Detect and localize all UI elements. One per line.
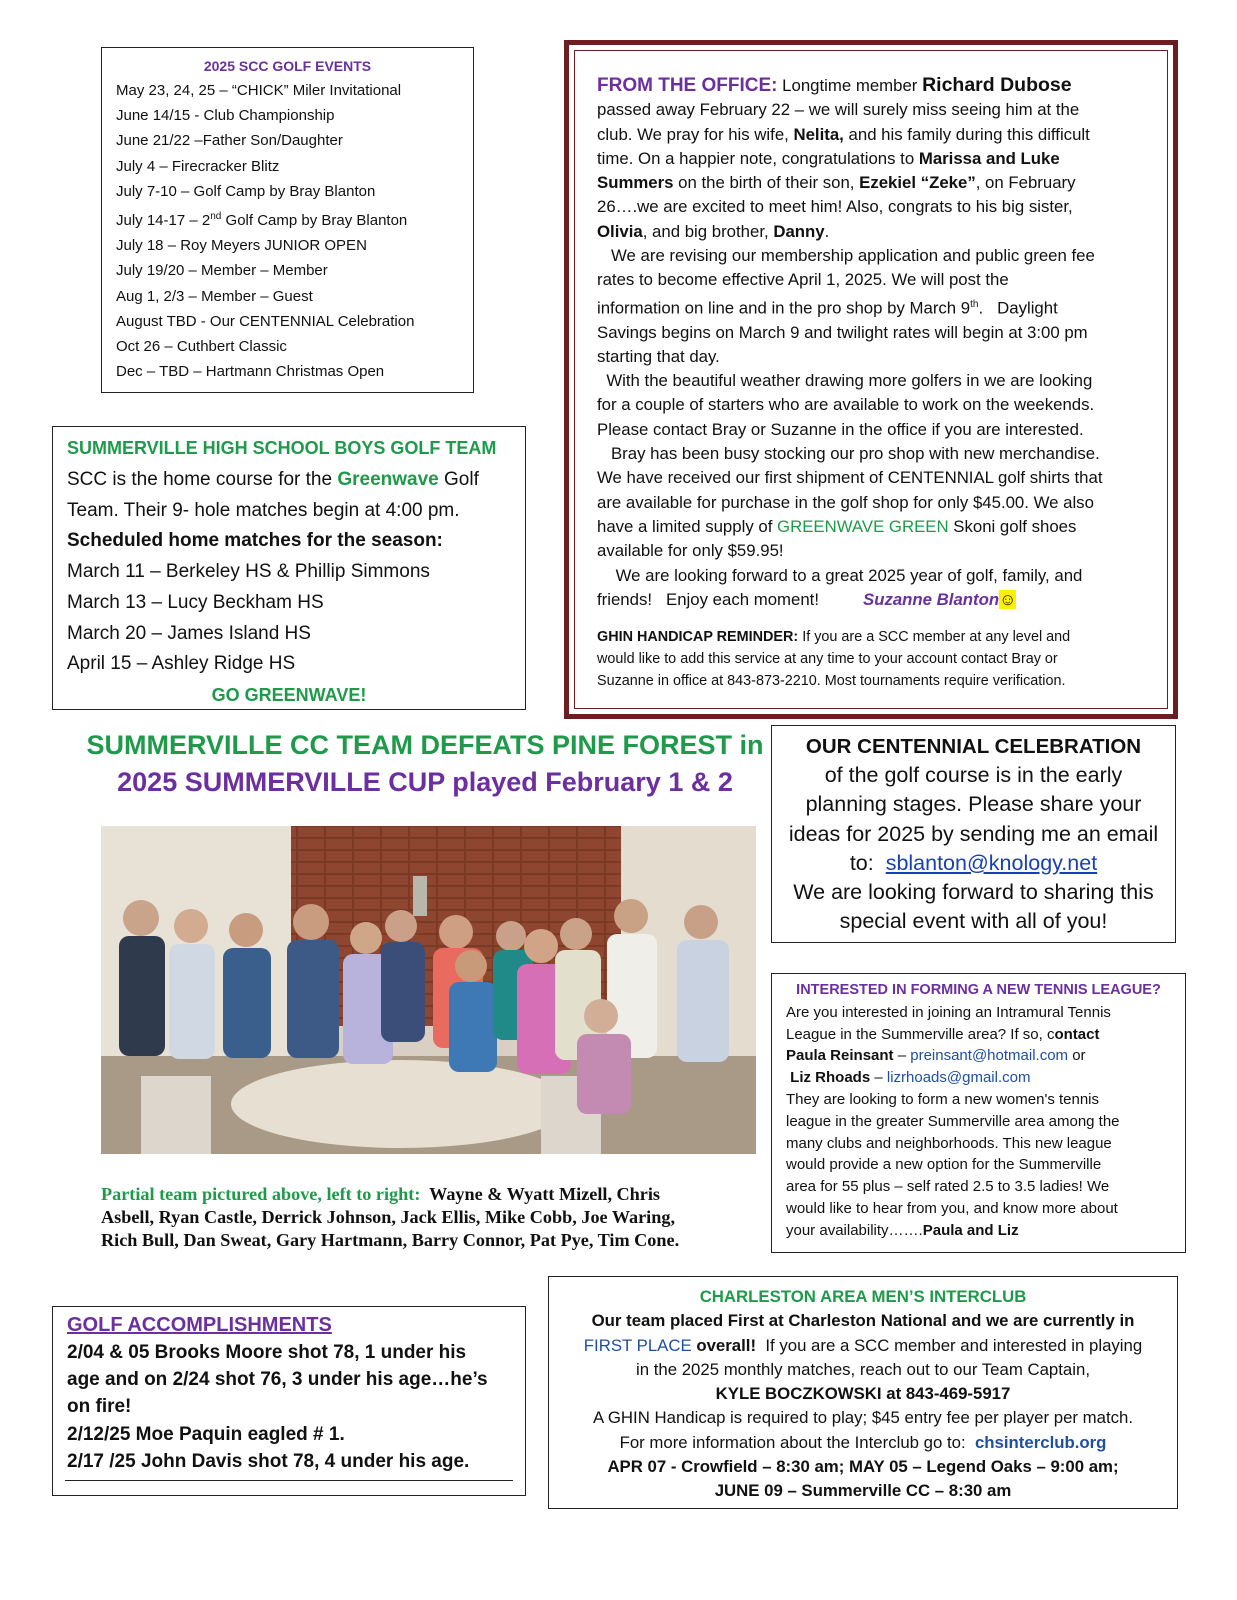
centennial-celebration-box [771,725,1176,943]
interclub-title: CHARLESTON AREA MEN’S INTERCLUB [699,1287,1027,1306]
office-line [597,73,1147,98]
signature: Suzanne Blanton [863,589,1000,609]
event-item: Dec – TBD – Hartmann Christmas Open [116,363,385,381]
team-photo-image [101,826,756,1154]
centennial-text [778,849,1169,878]
text-run: Skoni golf shoes [948,516,1077,536]
centennial-text: ideas for 2025 by sending me an email [788,821,1159,846]
caption-line [101,1183,751,1206]
bold-text: Paula and Liz [922,1221,1019,1239]
golf-events-box [101,47,474,393]
ghin-line: would like to add this service at any time to your account contact Bray or [597,651,1058,668]
tennis-text: They are looking to form a new women's tennis [786,1090,1100,1108]
centennial-text: We are looking forward to sharing this [793,880,1154,905]
event-item: July 7-10 – Golf Camp by Bray Blanton [116,182,376,200]
interclub-link[interactable]: chsinterclub.org [974,1432,1107,1452]
text-run: your availability……. [786,1221,923,1239]
office-line: Bray has been busy stocking our pro shop with new merchandise. [597,444,1100,464]
contact-name: Paula Reinsant [786,1047,894,1065]
office-line: are available for purchase in the golf shop for only $45.00. We also [597,492,1094,512]
accomplishment-line: on fire! [67,1396,132,1418]
office-line [597,588,1147,612]
text-run: – [870,1069,887,1087]
from-the-office-content [574,50,1168,709]
centennial-text: special event with all of you! [839,909,1108,934]
event-item: June 21/22 –Father Son/Daughter [116,132,343,150]
bold-name: Olivia [597,221,643,241]
office-line: We are revising our membership application and public green fee [597,246,1095,266]
interclub-box [548,1276,1178,1509]
text-run: Longtime member [777,76,923,95]
first-place-text: FIRST PLACE [583,1335,692,1355]
text-run: to: [849,850,886,875]
tennis-text [786,1045,1171,1067]
caption-names: Wayne & Wyatt Mizell, Chris [420,1184,661,1204]
interclub-text [557,1334,1169,1358]
text-run: , and big brother, [642,221,774,241]
ghin-line: Suzanne in office at 843-873-2210. Most tournaments require verification. [597,673,1066,690]
event-item-superscript: nd [210,211,222,223]
bold-name: Ezekiel “Zeke” [859,173,976,193]
text-run: . Daylight [978,298,1058,318]
text-run: on the birth of their son, [673,173,860,193]
tennis-text [786,1024,1171,1046]
office-line: rates to become effective April 1, 2025. We will post the [597,270,1009,290]
bold-name: Nelita, [793,124,844,144]
ghin-reminder [597,626,1147,692]
office-line [597,220,1147,244]
interclub-text: in the 2025 monthly matches, reach out to our Team Captain, [636,1359,1090,1379]
high-school-text: Team. Their 9- hole matches begin at 4:00 pm. [67,499,460,521]
bold-name: Summers [597,173,674,193]
greenwave-green-text: GREENWAVE GREEN [777,516,949,536]
office-line: 26….we are excited to meet him! Also, congrats to his big sister, [597,197,1073,217]
event-item-text: Golf Camp by Bray Blanton [221,212,408,230]
headline-line-2: 2025 SUMMERVILLE CUP played February 1 & 2 [117,767,733,797]
text-run: or [1068,1047,1086,1065]
office-line [597,123,1147,147]
text-run: . [824,221,830,241]
event-item: July 18 – Roy Meyers JUNIOR OPEN [116,237,367,255]
accomplishment-line: 2/12/25 Moe Paquin eagled # 1. [67,1423,345,1445]
office-line: passed away February 22 – we will surely miss seeing him at the [597,100,1080,120]
office-line [597,515,1147,539]
bold-text: ontact [1054,1025,1100,1043]
interclub-text: Our team placed First at Charleston National and we are currently in [591,1311,1135,1331]
text-run: and his family during this difficult [843,124,1090,144]
accomplishments-title: GOLF ACCOMPLISHMENTS [67,1314,332,1336]
accomplishment-line: age and on 2/24 shot 76, 3 under his age…he’s [67,1369,488,1391]
office-line: for a couple of starters who are available to work on the weekends. [597,395,1095,415]
ghin-line [597,626,1147,648]
team-photo [101,826,756,1154]
interclub-schedule: JUNE 09 – Summerville CC – 8:30 am [714,1481,1012,1501]
email-link[interactable]: preinsant@hotmail.com [910,1047,1069,1065]
summerville-cup-headline [80,727,770,801]
centennial-text: planning stages. Please share your [805,792,1142,817]
caption-line: Rich Bull, Dan Sweat, Gary Hartmann, Barry Connor, Pat Pye, Tim Cone. [101,1230,680,1250]
match-item: March 13 – Lucy Beckham HS [67,591,324,613]
text-run: League in the Summerville area? If so, c [786,1025,1055,1043]
event-item: July 4 – Firecracker Blitz [116,157,280,175]
event-item [116,204,459,233]
tennis-text: Are you interested in joining an Intramural Tennis [786,1003,1111,1021]
event-item-text: July 14-17 – 2 [116,212,211,230]
tennis-text: would like to hear from you, and know more about [786,1199,1118,1217]
tennis-text: would provide a new option for the Summerville [786,1156,1102,1174]
divider [65,1480,513,1481]
text-run: Golf [438,469,479,490]
bold-text: overall! [691,1335,757,1355]
golf-accomplishments-box [52,1306,526,1496]
match-item: March 11 – Berkeley HS & Phillip Simmons [67,561,430,583]
tennis-text [786,1067,1171,1089]
from-the-office-box [564,40,1178,719]
match-item: April 15 – Ashley Ridge HS [67,653,296,675]
office-line: starting that day. [597,346,720,366]
bold-name: Marissa and Luke [918,148,1060,168]
text-run: SCC is the home course for the [67,469,338,490]
office-line: We have received our first shipment of CENTENNIAL golf shirts that [597,468,1103,488]
high-school-title: SUMMERVILLE HIGH SCHOOL BOYS GOLF TEAM [67,438,497,458]
contact-name: Liz Rhoads [786,1069,871,1087]
text-run: If you are a SCC member and interested in playing [756,1335,1143,1355]
text-run: club. We pray for his wife, [597,124,794,144]
tennis-text [786,1220,1171,1242]
text-run: For more information about the Interclub go to: [619,1432,975,1452]
office-line: available for only $59.95! [597,541,784,561]
text-run: , on February [975,173,1076,193]
tennis-text: area for 55 plus – self rated 2.5 to 3.5 ladies! We [786,1178,1110,1196]
office-line [597,171,1147,195]
event-item: Aug 1, 2/3 – Member – Guest [116,287,313,305]
tennis-text: league in the greater Summerville area among the [786,1112,1120,1130]
email-link[interactable]: lizrhoads@gmail.com [886,1069,1031,1087]
go-greenwave-text: GO GREENWAVE! [211,684,367,705]
ghin-label: GHIN HANDICAP REMINDER: [597,629,799,646]
office-line: We are looking forward to a great 2025 year of golf, family, and [597,565,1083,585]
text-run: If you are a SCC member at any level and [798,629,1071,646]
photo-caption [101,1183,751,1252]
member-name: Richard Dubose [922,74,1072,96]
text-run: have a limited supply of [597,516,778,536]
high-school-text [67,465,511,496]
event-item: May 23, 24, 25 – “CHICK” Miler Invitational [116,82,402,99]
headline-line-1: SUMMERVILLE CC TEAM DEFEATS PINE FOREST in [86,730,764,760]
superscript: th [970,298,979,310]
event-item: Oct 26 – Cuthbert Classic [116,338,287,356]
bold-name: Danny [773,221,825,241]
text-run: time. On a happier note, congratulations to [597,148,919,168]
text-run: – [893,1047,911,1065]
email-link[interactable]: sblanton@knology.net [885,850,1098,875]
high-school-golf-box [52,426,526,710]
office-line: Please contact Bray or Suzanne in the office if you are interested. [597,419,1084,439]
caption-lead: Partial team pictured above, left to right: [101,1184,421,1204]
accomplishment-line: 2/17 /25 John Davis shot 78, 4 under his age. [67,1450,470,1472]
event-item: July 19/20 – Member – Member [116,262,328,280]
text-run: information on line and in the pro shop by March 9 [597,298,971,318]
greenwave-text: Greenwave [337,469,439,490]
smiley-icon: ☺ [999,589,1017,609]
event-item: June 14/15 - Club Championship [116,107,335,125]
interclub-text: A GHIN Handicap is required to play; $45 entry fee per player per match. [592,1408,1134,1428]
centennial-text: of the golf course is in the early [824,763,1123,788]
tennis-text: many clubs and neighborhoods. This new league [786,1134,1112,1152]
interclub-text [557,1431,1169,1455]
office-line: Savings begins on March 9 and twilight rates will begin at 3:00 pm [597,322,1088,342]
office-header: FROM THE OFFICE: [597,75,778,96]
tennis-title: INTERESTED IN FORMING A NEW TENNIS LEAGUE? [796,982,1161,998]
team-captain: KYLE BOCZKOWSKI at 843-469-5917 [715,1384,1011,1404]
interclub-schedule: APR 07 - Crowfield – 8:30 am; MAY 05 – Legend Oaks – 9:00 am; [607,1457,1119,1477]
caption-line: Asbell, Ryan Castle, Derrick Johnson, Jack Ellis, Mike Cobb, Joe Waring, [101,1207,675,1227]
golf-events-title: 2025 SCC GOLF EVENTS [203,58,372,74]
schedule-heading: Scheduled home matches for the season: [67,530,443,552]
match-item: March 20 – James Island HS [67,622,311,644]
tennis-league-box [771,973,1186,1253]
office-line [597,293,1147,321]
text-run: friends! Enjoy each moment! [597,589,819,609]
office-line [597,147,1147,171]
centennial-title: OUR CENTENNIAL CELEBRATION [805,735,1142,758]
office-line: With the beautiful weather drawing more golfers in we are looking [597,371,1093,391]
accomplishment-line: 2/04 & 05 Brooks Moore shot 78, 1 under his [67,1342,467,1363]
event-item: August TBD - Our CENTENNIAL Celebration [116,312,415,330]
